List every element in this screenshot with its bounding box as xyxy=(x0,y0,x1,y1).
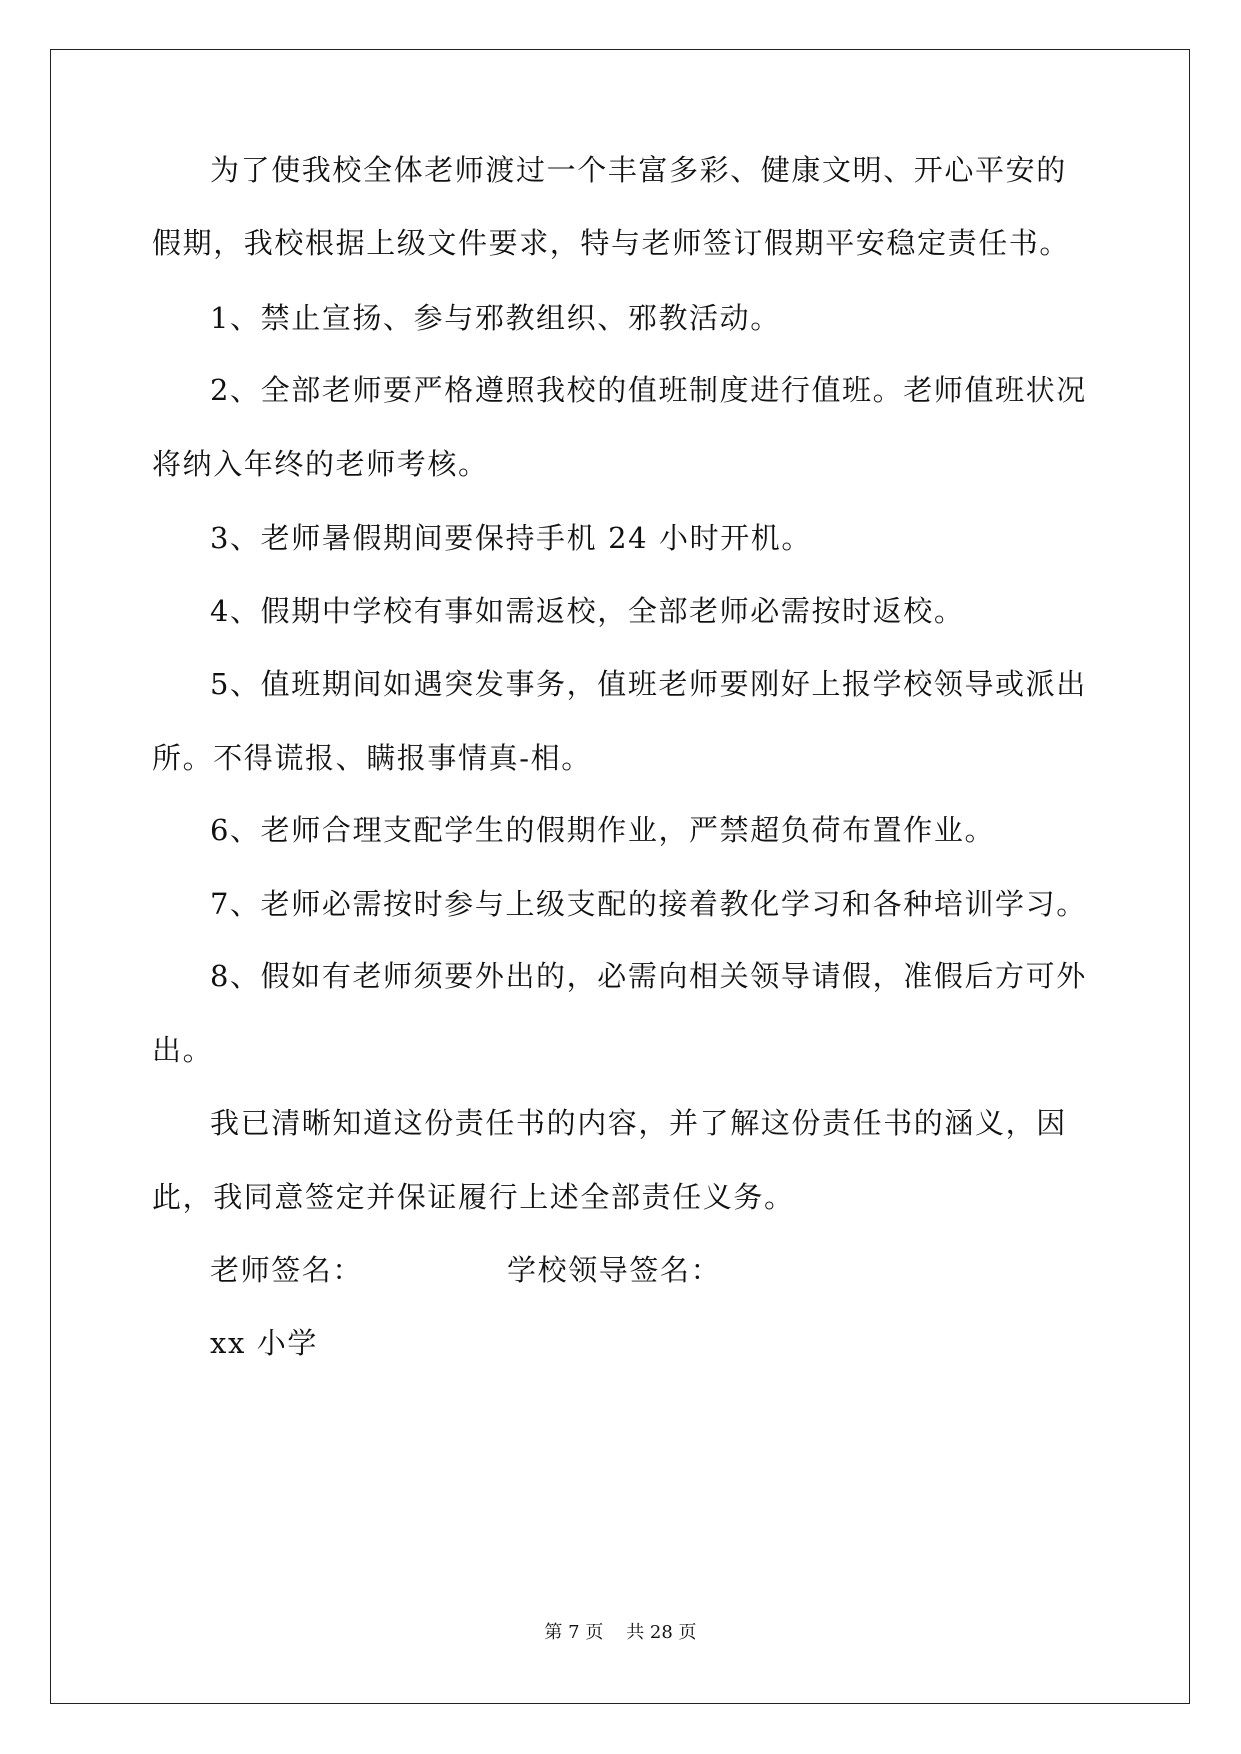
item-2-line-2: 将纳入年终的老师考核。 xyxy=(152,447,489,481)
page-border xyxy=(50,49,1190,1704)
statement-line-2: 此，我同意签定并保证履行上述全部责任义务。 xyxy=(152,1180,795,1214)
school-leader-signature-label: 学校领导签名： xyxy=(507,1253,722,1287)
paragraph-intro-line-2: 假期，我校根据上级文件要求，特与老师签订假期平安稳定责任书。 xyxy=(152,226,1071,260)
item-4-line-1: 4、假期中学校有事如需返校，全部老师必需按时返校。 xyxy=(210,594,965,628)
item-8-line-1: 8、假如有老师须要外出的，必需向相关领导请假，准假后方可外 xyxy=(210,959,1087,993)
item-7-line-1: 7、老师必需按时参与上级支配的接着教化学习和各种培训学习。 xyxy=(210,887,1087,921)
page-number-footer: 第 7 页 共 28 页 xyxy=(544,1622,697,1643)
item-3-line-1: 3、老师暑假期间要保持手机 24 小时开机。 xyxy=(210,521,812,555)
statement-line-1: 我已清晰知道这份责任书的内容，并了解这份责任书的涵义，因 xyxy=(210,1106,1067,1140)
school-name: xx 小学 xyxy=(210,1326,318,1360)
teacher-signature-label: 老师签名： xyxy=(210,1253,364,1287)
item-5-line-2: 所。不得谎报、瞒报事情真-相。 xyxy=(152,741,592,775)
item-1-line-1: 1、禁止宣扬、参与邪教组织、邪教活动。 xyxy=(210,301,781,335)
item-8-line-2: 出。 xyxy=(152,1033,214,1067)
item-6-line-1: 6、老师合理支配学生的假期作业，严禁超负荷布置作业。 xyxy=(210,813,996,847)
paragraph-intro-line-1: 为了使我校全体老师渡过一个丰富多彩、健康文明、开心平安的 xyxy=(210,153,1067,187)
item-5-line-1: 5、值班期间如遇突发事务，值班老师要刚好上报学校领导或派出 xyxy=(210,667,1087,701)
item-2-line-1: 2、全部老师要严格遵照我校的值班制度进行值班。老师值班状况 xyxy=(210,373,1087,407)
